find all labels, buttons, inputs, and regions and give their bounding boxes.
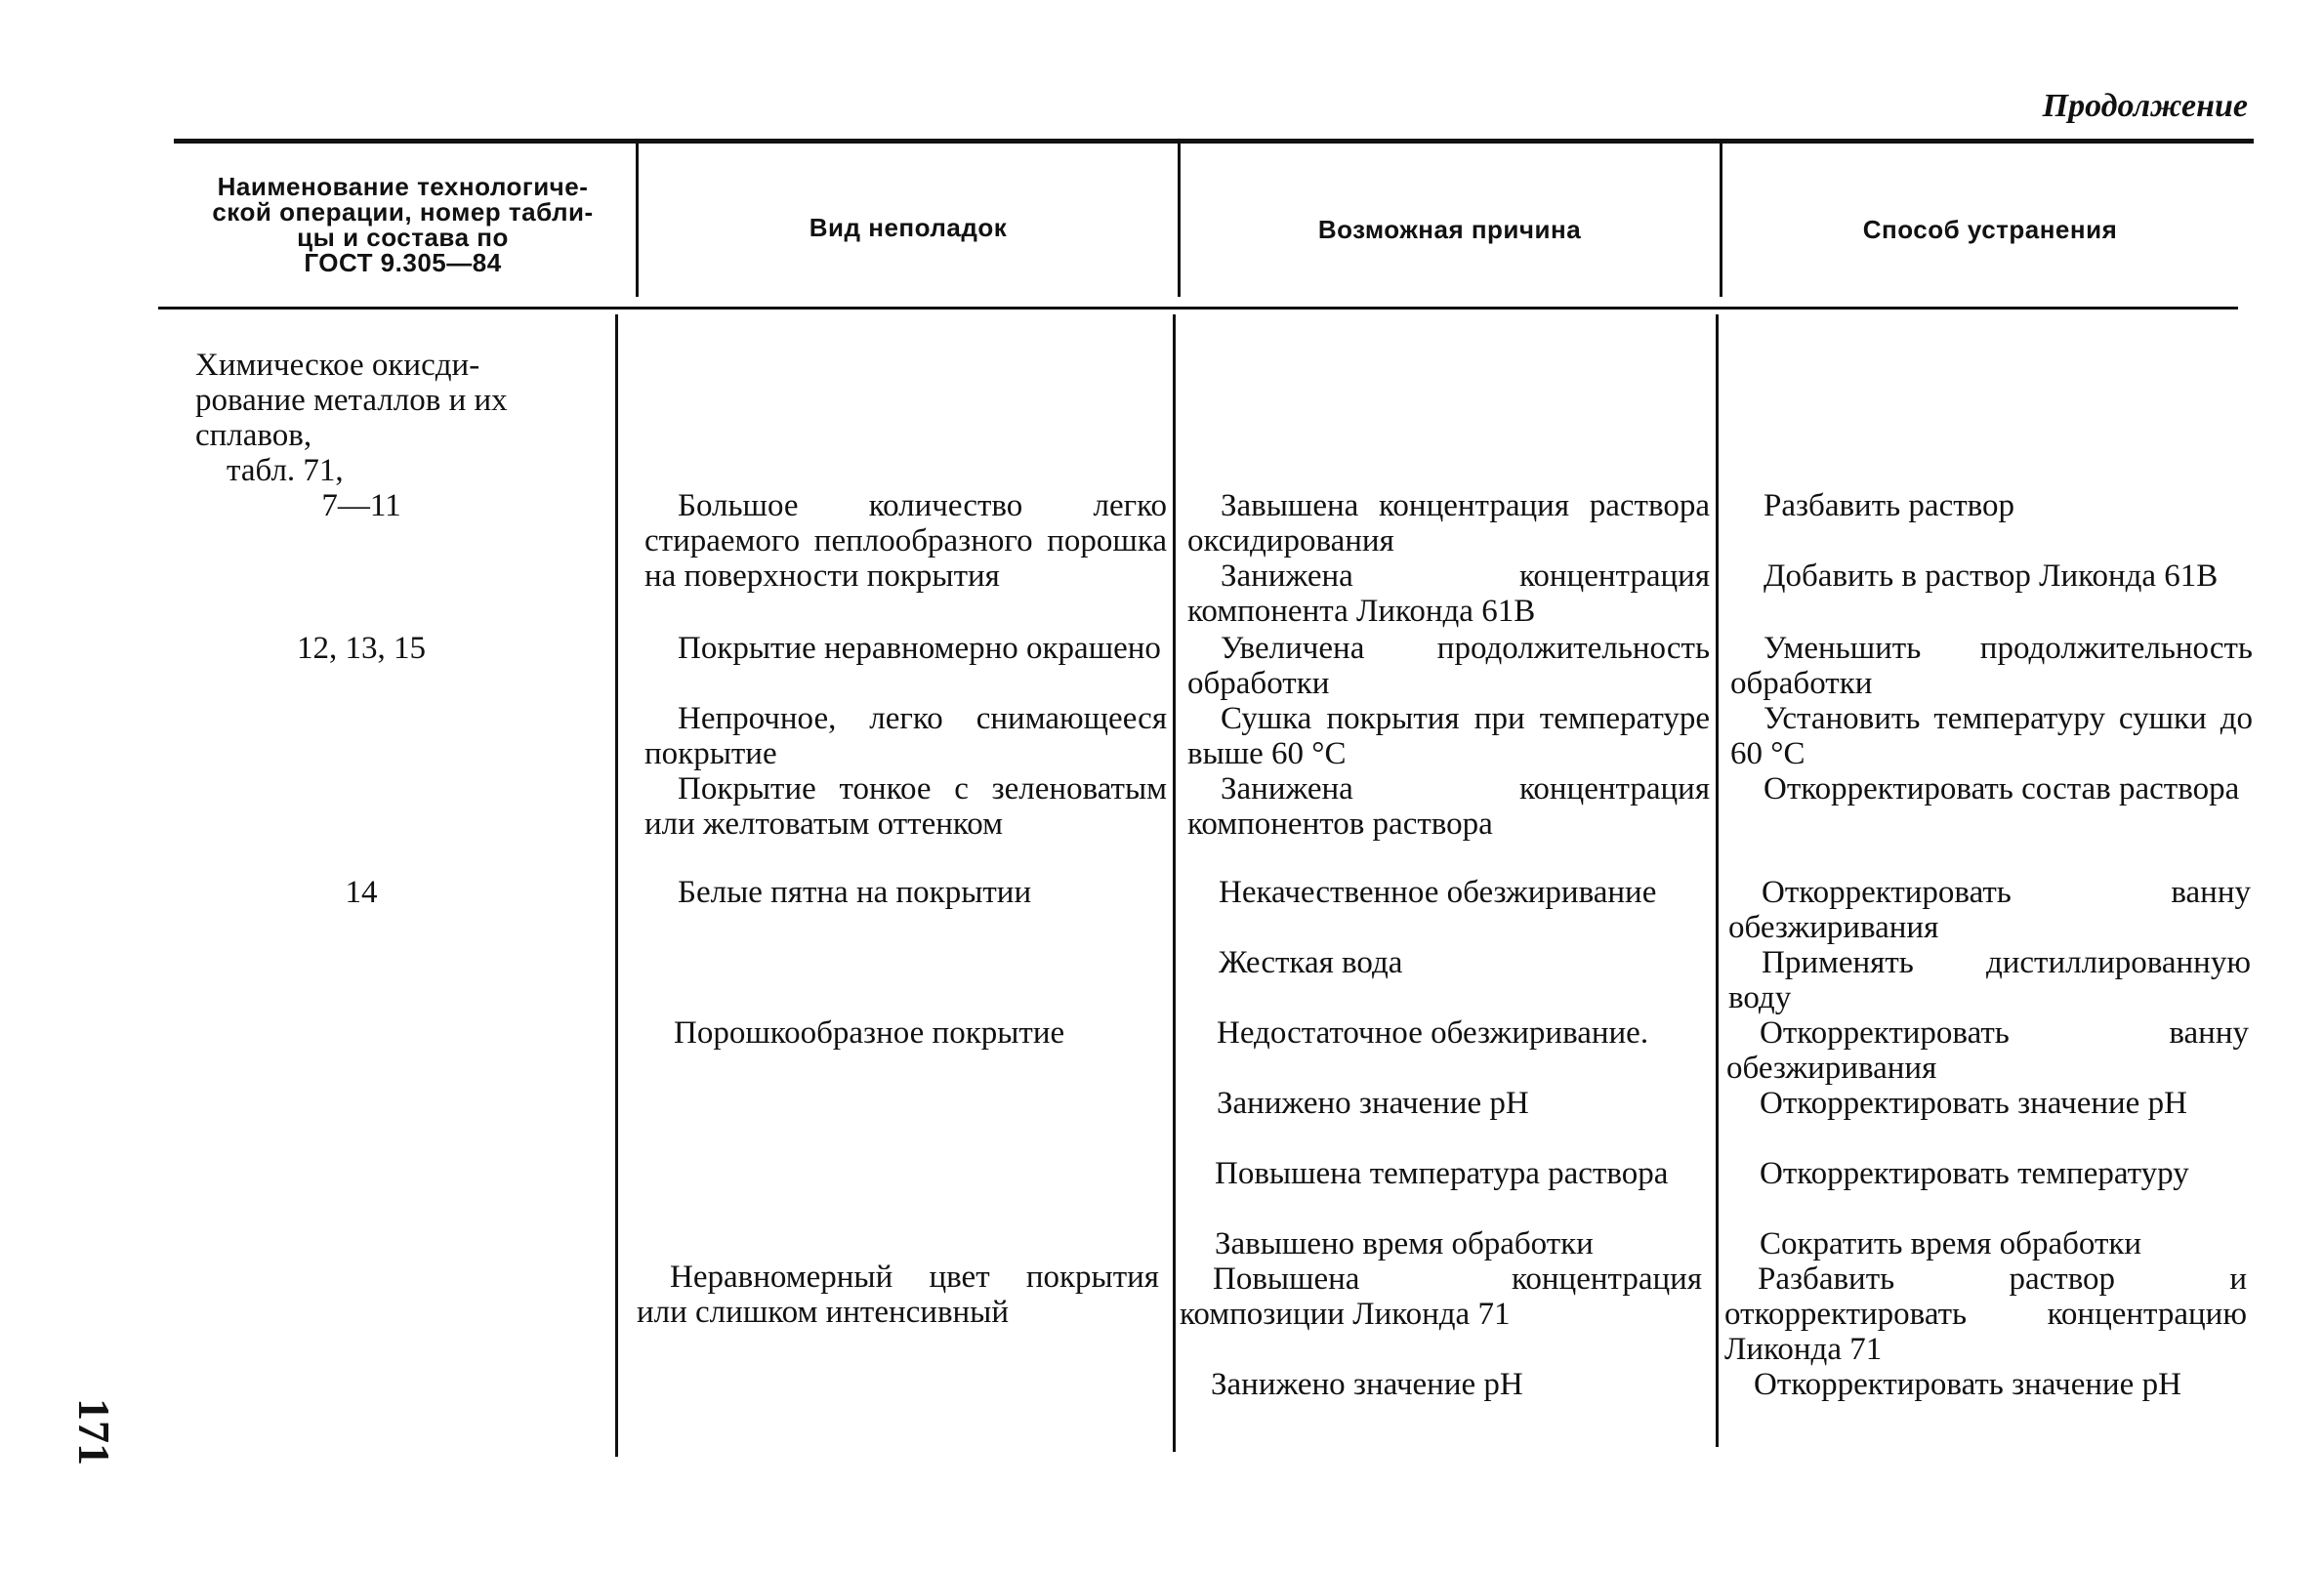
remedy-item: Добавить в раствор Ликонда 61В bbox=[1764, 558, 2219, 594]
body-col-divider-2 bbox=[1173, 314, 1176, 1452]
header-bottom-rule bbox=[158, 307, 2238, 310]
remedy-item: Уменьшить продолжительность обработки bbox=[1730, 631, 2253, 701]
header-remedy: Способ устранения bbox=[1862, 215, 2118, 244]
remedy-item: Разбавить раствор и откорректировать концентрацию Ликонда 71 bbox=[1724, 1261, 2247, 1367]
cause-item: Занижена концентрация компонентов раствора bbox=[1187, 771, 1710, 842]
header-operation: Наименование технологиче- ской операции, номер табли- цы и состава по ГОСТ 9.305—84 bbox=[212, 172, 594, 277]
defect-item: Порошкообразное покрытие bbox=[674, 1015, 1065, 1051]
header-cause: Возможная причина bbox=[1317, 215, 1582, 244]
remedy-item: Откорректировать ванну обезжиривания bbox=[1726, 1015, 2249, 1086]
cause-item: Занижена концентрация компонента Ликонда 61В bbox=[1187, 558, 1710, 629]
page-number: 171 bbox=[69, 1398, 119, 1466]
header-col-divider-2 bbox=[1178, 143, 1181, 297]
body-col-divider-3 bbox=[1716, 314, 1719, 1447]
defect-item: Покрытие неравномерно окрашено bbox=[678, 631, 1161, 666]
remedy-item: Откорректировать значение рН bbox=[1760, 1086, 2187, 1121]
cause-item: Повышена концентрация композиции Ликонда 71 bbox=[1180, 1261, 1702, 1332]
table-top-rule bbox=[174, 139, 2254, 144]
remedy-item: Сократить время обработки bbox=[1760, 1226, 2142, 1261]
cause-item: Занижено значение рН bbox=[1217, 1086, 1529, 1121]
cause-item: Увеличена продолжительность обработки bbox=[1187, 631, 1710, 701]
cause-item: Сушка покрытия при температуре выше 60 °С bbox=[1187, 701, 1710, 771]
body-col-divider-1 bbox=[615, 314, 618, 1457]
cause-item: Завышена концентрация раствора оксидирования bbox=[1187, 488, 1710, 558]
cause-item: Занижено значение рН bbox=[1211, 1367, 1523, 1402]
cause-item: Недостаточное обезжиривание. bbox=[1217, 1015, 1649, 1051]
defect-item: Белые пятна на покрытии bbox=[678, 875, 1032, 910]
operation-table-ref: табл. 71, bbox=[227, 453, 344, 488]
cause-item: Жесткая вода bbox=[1219, 945, 1403, 980]
operation-title: Химическое окисди- рование металлов и их сплавов, bbox=[195, 348, 508, 453]
cause-item: Некачественное обезжиривание bbox=[1219, 875, 1657, 910]
header-col-divider-3 bbox=[1720, 143, 1722, 297]
remedy-item: Применять дистиллированную воду bbox=[1728, 945, 2251, 1015]
remedy-item: Откорректировать ванну обезжиривания bbox=[1728, 875, 2251, 945]
defect-item: Неравномерный цвет покрытия или слишком интенсивный bbox=[637, 1260, 1159, 1330]
cause-item: Завышено время обработки bbox=[1215, 1226, 1594, 1261]
remedy-item: Установить температуру сушки до 60 °С bbox=[1730, 701, 2253, 771]
remedy-item: Откорректировать температуру bbox=[1760, 1156, 2189, 1191]
remedy-item: Откорректировать состав раствора bbox=[1764, 771, 2240, 806]
operation-composition-12-13-15: 12, 13, 15 bbox=[297, 631, 426, 666]
header-col-divider-1 bbox=[636, 143, 639, 297]
header-defect: Вид неполадок bbox=[809, 213, 1008, 242]
defect-item: Покрытие тонкое с зеленоватым или желтоватым оттенком bbox=[644, 771, 1167, 842]
defect-item: Непрочное, легко снимающееся покрытие bbox=[644, 701, 1167, 771]
remedy-item: Разбавить раствор bbox=[1764, 488, 2015, 523]
remedy-item: Откорректировать значение рН bbox=[1754, 1367, 2181, 1402]
cause-item: Повышена температура раствора bbox=[1215, 1156, 1669, 1191]
defect-item: Большое количество легко стираемого пеплообразного порошка на поверхности покрытия bbox=[644, 488, 1167, 594]
operation-composition-7-11: 7—11 bbox=[321, 488, 401, 523]
continuation-label: Продолжение bbox=[2042, 88, 2248, 124]
operation-composition-14: 14 bbox=[345, 875, 378, 910]
